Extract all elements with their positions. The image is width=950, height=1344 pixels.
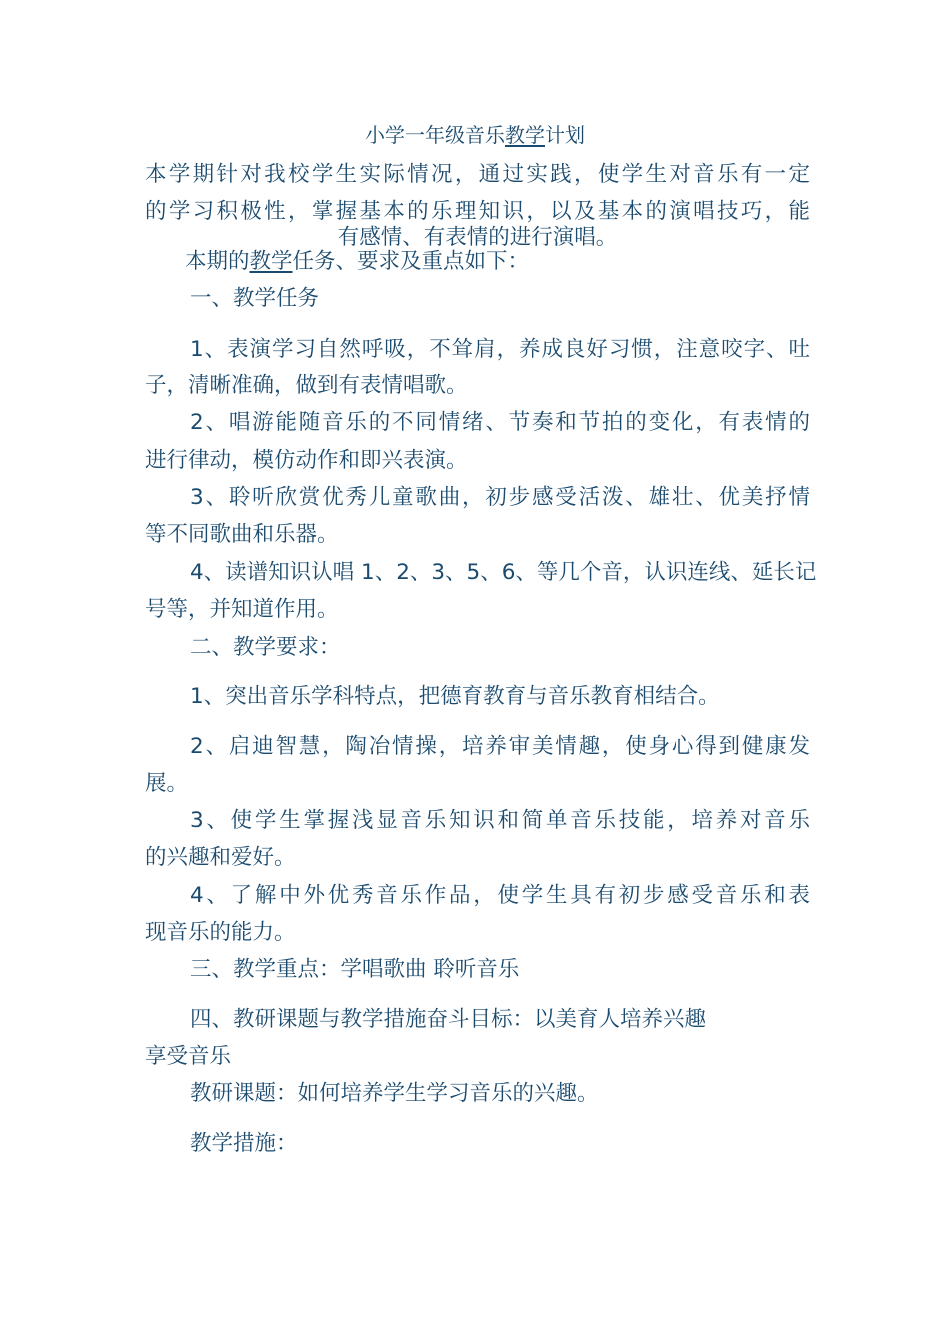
research-topic: 教研课题：如何培养学生学习音乐的兴趣。: [190, 1081, 599, 1106]
section2-heading: 二、教学要求：: [190, 635, 341, 660]
section4-heading-line1: 四、教研课题与教学措施奋斗目标：以美育人培养兴趣: [190, 1007, 707, 1032]
section2-item3-line2: 的兴趣和爱好。: [145, 845, 296, 870]
section2-item3-line1: 3、使学生掌握浅显音乐知识和简单音乐技能，培养对音乐: [190, 808, 810, 833]
section1-item1-line1: 1、表演学习自然呼吸，不耸肩，养成良好习惯，注意咬字、吐: [190, 337, 810, 362]
title-underlined-word: 教学: [505, 123, 545, 147]
document-title: 小学一年级音乐教学计划: [365, 123, 585, 147]
section2-item4-line1: 4、了解中外优秀音乐作品，使学生具有初步感受音乐和表: [190, 883, 810, 908]
intro-line-3: 有感情、有表情的进行演唱。: [337, 225, 618, 250]
section2-item2-line2: 展。: [145, 771, 189, 796]
section2-item2-line1: 2、启迪智慧，陶冶情操，培养审美情趣，使身心得到健康发: [190, 734, 810, 759]
intro-line-2: 的学习积极性，掌握基本的乐理知识，以及基本的演唱技巧，能: [145, 199, 810, 224]
tasks-intro-underlined-word: 教学: [249, 249, 293, 274]
intro-line-1: 本学期针对我校学生实际情况，通过实践，使学生对音乐有一定: [145, 162, 810, 187]
section1-heading: 一、教学任务: [190, 286, 320, 311]
section2-item1-line1: 1、突出音乐学科特点，把德育教育与音乐教育相结合。: [190, 684, 720, 709]
section1-item3-line1: 3、聆听欣赏优秀儿童歌曲，初步感受活泼、雄壮、优美抒情: [190, 485, 810, 510]
section1-item1-line2: 子，清晰准确，做到有表情唱歌。: [145, 373, 468, 398]
teaching-measures-heading: 教学措施：: [190, 1131, 298, 1156]
section1-item2-line1: 2、唱游能随音乐的不同情绪、节奏和节拍的变化，有表情的: [190, 410, 810, 435]
tasks-intro: 本期的教学任务、要求及重点如下：: [185, 249, 530, 274]
section1-item3-line2: 等不同歌曲和乐器。: [145, 522, 339, 547]
section1-item2-line2: 进行律动，模仿动作和即兴表演。: [145, 448, 468, 473]
section1-item4-line1: 4、读谱知识认唱 1、2、3、5、6、等几个音，认识连线、延长记: [190, 560, 817, 585]
section2-item4-line2: 现音乐的能力。: [145, 920, 296, 945]
section4-heading-line2: 享受音乐: [145, 1044, 232, 1069]
section3-heading: 三、教学重点：学唱歌曲 聆听音乐: [190, 957, 520, 982]
section1-item4-line2: 号等，并知道作用。: [145, 597, 339, 622]
